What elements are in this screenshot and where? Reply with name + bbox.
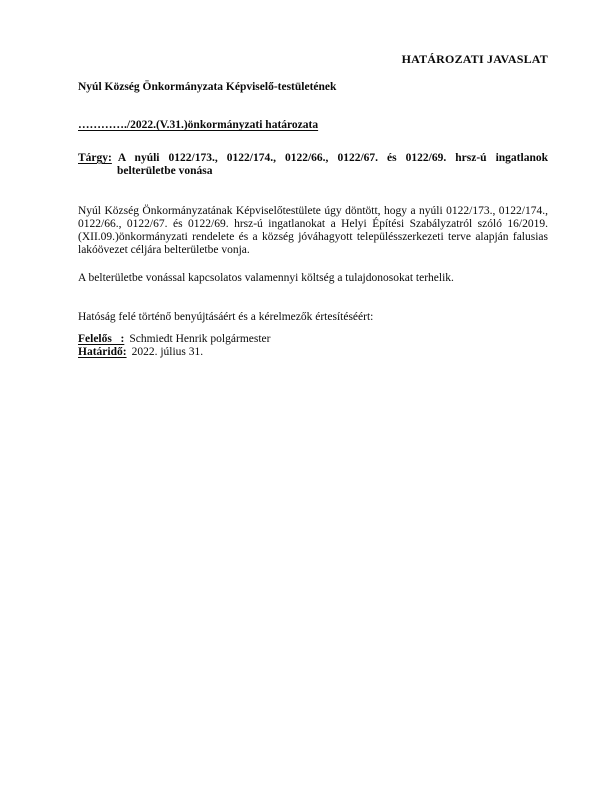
decision-number-line — [78, 119, 548, 132]
decision-number-text: …………./2022.(V.31.)önkormányzati határozata — [78, 119, 319, 131]
responsible-value: Schmiedt Henrik polgármester — [129, 333, 271, 345]
deadline-line — [78, 346, 548, 359]
responsible-label: Felelős : — [78, 333, 125, 345]
deadline-label: Határidő: — [78, 346, 127, 358]
subject-line — [78, 152, 548, 178]
responsible-line — [78, 333, 548, 346]
deadline-value: 2022. július 31. — [131, 346, 204, 358]
costs-paragraph: A belterületbe vonással kapcsolatos valamennyi költség a tulajdonosokat terhelik. — [78, 272, 454, 284]
organization-line: Nyúl Község Önkormányzata Képviselő-testületének — [78, 81, 337, 93]
document-title: HATÁROZATI JAVASLAT — [401, 52, 548, 66]
authority-submission-line: Hatóság felé történő benyújtásáért és a kérelmezők értesítéséért: — [78, 311, 374, 323]
resolution-body-paragraph: Nyúl Község Önkormányzatának Képviselőtestülete úgy döntött, hogy a nyúli 0122/173., 0122/174., 0122/66., 0122/67. és 0122/69. hrsz-ú ingatlanokat a Helyi Építési Szabályzatról szóló 16/2019.(XII.09.)önkormányzati rendelete és a község jóváhagyott településszerkezeti terve alapján falusias lakóövezet céljára belterületbe vonja. — [78, 205, 548, 256]
subject-text: A nyúli 0122/173., 0122/174., 0122/66., 0122/67. és 0122/69. hrsz-ú ingatlanok belterületbe vonása — [117, 152, 548, 177]
subject-label: Tárgy: — [78, 152, 112, 164]
